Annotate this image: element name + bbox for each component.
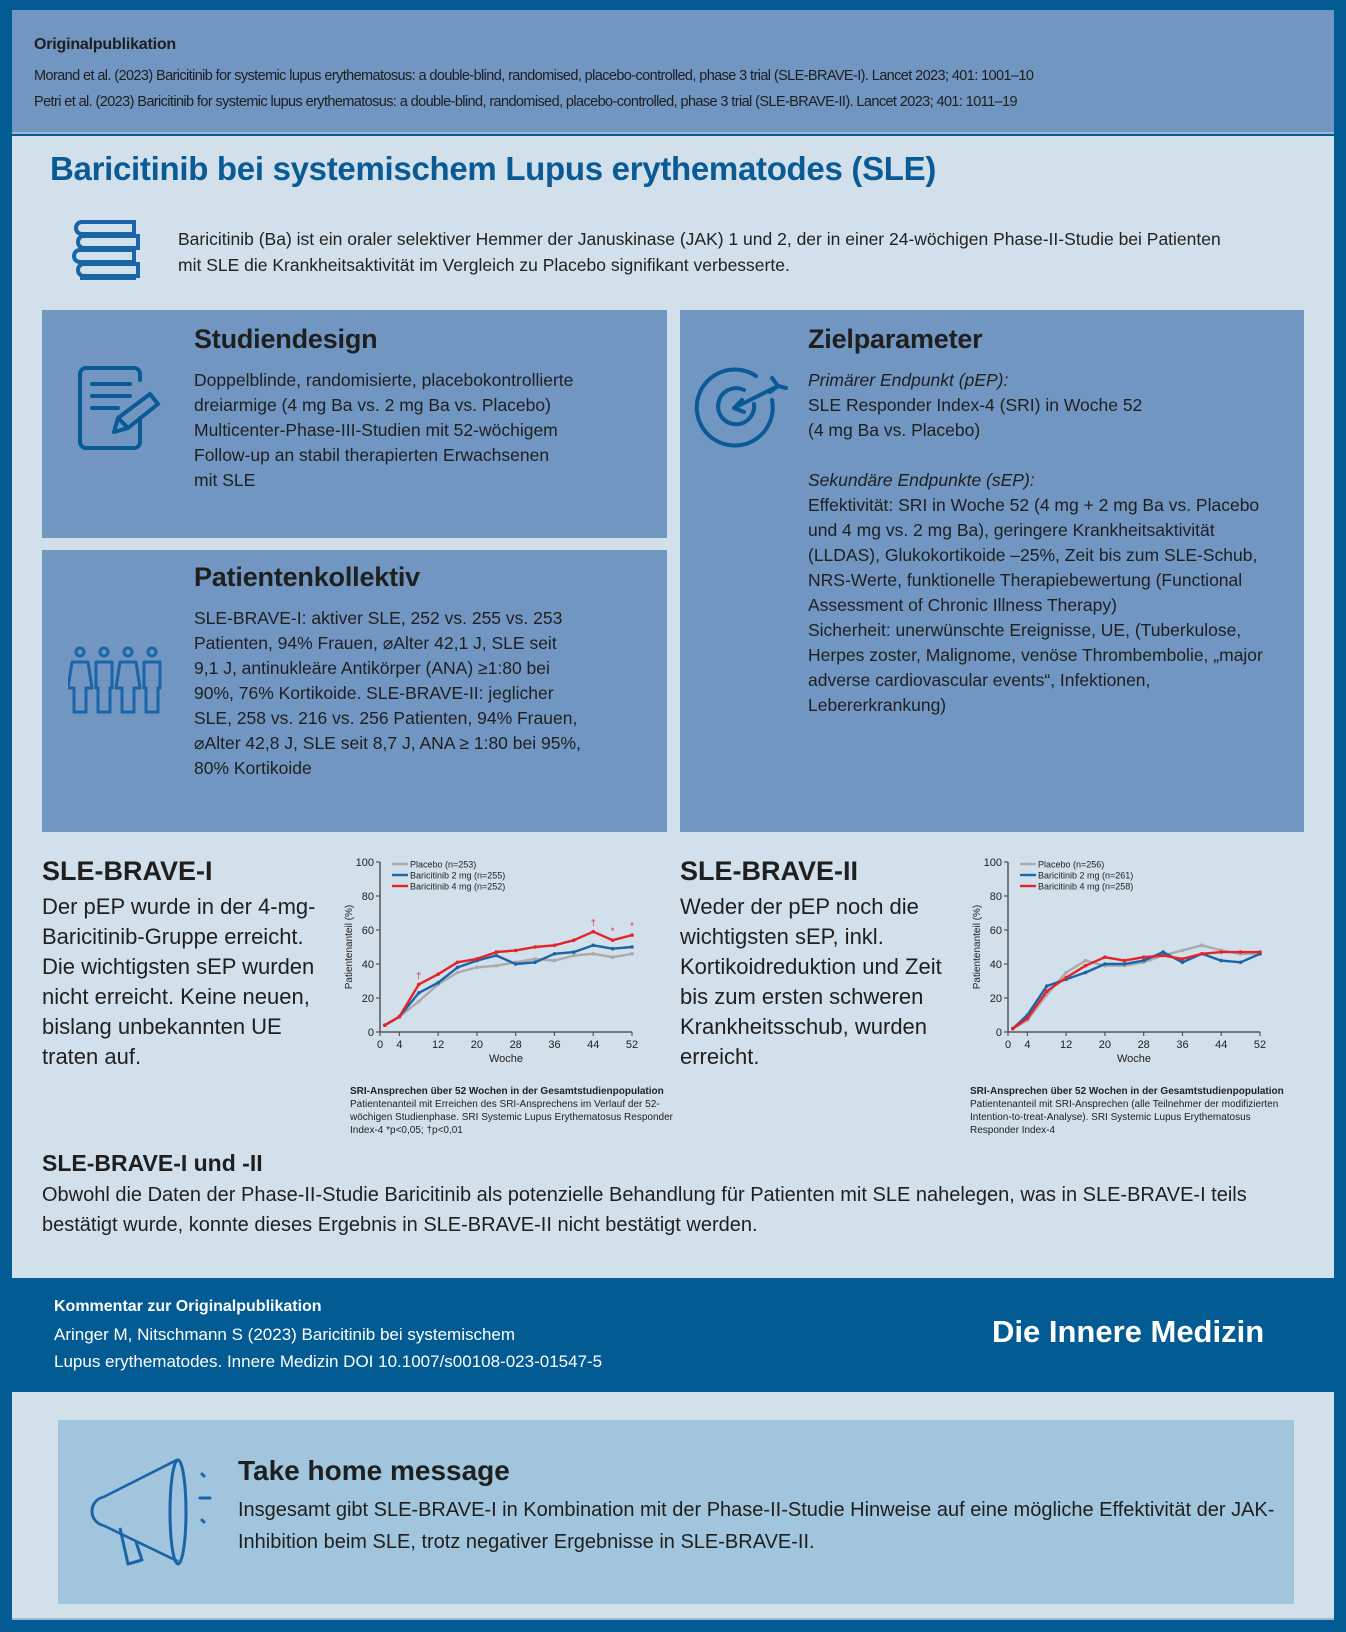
data-point (495, 964, 499, 968)
brave2-chart (968, 852, 1298, 1074)
brave2-caption-text: Patientenanteil mit SRI-Ansprechen (alle Teilnehmer der modifizierten Intention-to-treat-Analyse). SRI Systemic Lupus Erythematosus Responder Index-4 (970, 1099, 1279, 1136)
target-parameters-content (808, 368, 1278, 718)
x-tick-label: 20 (470, 1039, 484, 1051)
brave2-caption (970, 1085, 1300, 1137)
data-point (1026, 1017, 1030, 1021)
data-point (1142, 959, 1146, 963)
x-tick-label: 4 (396, 1039, 403, 1051)
data-point (1011, 1027, 1015, 1031)
secondary-endpoint-label: Sekundäre Endpunkte (sEP): (808, 470, 1035, 490)
x-tick-label: 52 (1253, 1039, 1267, 1051)
x-tick-label: 0 (1004, 1039, 1012, 1051)
data-point (591, 930, 595, 934)
secondary-effect-text: Effektivität: SRI in Woche 52 (4 mg + 2 mg Ba vs. Placebo und 4 mg vs. 2 mg Ba), geringere Krankheitsaktivität (LLDAS), Glukokortikoide –25%, Zeit bis zum SLE-Schub, NRS-Werte, funktionelle Therapiebewertung (Functional Assessment of Chronic Illness Therapy) (808, 495, 1260, 615)
data-point (1084, 964, 1088, 968)
study-design-text: Doppelblinde, randomisierte, placebokontrollierte dreiarmige (4 mg Ba vs. 2 mg Ba vs. Placebo) Multicenter-Phase-III-Studien mit 52-wöchigem Follow-up an stabil therapierten Erwachsenen mit SLE (194, 370, 574, 490)
legend-label: Placebo (n=253) (410, 859, 477, 870)
brave1-chart (340, 852, 670, 1074)
commentary-heading: Kommentar zur Originalpublikation (54, 1298, 322, 1315)
patient-collective-box (42, 550, 667, 832)
data-point (1181, 957, 1185, 961)
data-point (1200, 952, 1204, 956)
data-point (514, 962, 518, 966)
data-point (1258, 950, 1262, 954)
y-tick-label: 0 (995, 1027, 1002, 1039)
data-point (1219, 950, 1223, 954)
data-point (1181, 949, 1185, 953)
data-point (533, 957, 537, 961)
brave2-text: Weder der pEP noch die wichtigsten sEP, inkl. Kortikoidreduktion und Zeit bis zum ersten schweren Krankheitsschub, wurden erreicht. (680, 894, 942, 1069)
commentary-line-2: Lupus erythematodes. Innere Medizin DOI 10.1007/s00108-023-01547-5 (54, 1352, 603, 1371)
intro-text: Baricitinib (Ba) ist ein oraler selektiver Hemmer der Januskinase (JAK) 1 und 2, der in einer 24-wöchigen Phase-II-Studie bei Patienten mit SLE die Krankheitsaktivität im Vergleich zu Placebo signifikant verbesserte. (178, 229, 1221, 275)
secondary-safety-text: Sicherheit: unerwünschte Ereignisse, UE, (Tuberkulose, Herpes zoster, Malignome, venöse Thrombembolie, „major adverse cardiovascular events“, Infektionen, Lebererkrankung) (808, 620, 1263, 715)
data-point (630, 933, 634, 937)
primary-endpoint-text: SLE Responder Index-4 (SRI) in Woche 52 (4 mg Ba vs. Placebo) (808, 395, 1143, 440)
data-point (611, 938, 615, 942)
y-tick-label: 100 (983, 857, 1002, 869)
x-tick-label: 36 (1176, 1039, 1189, 1051)
take-home-text: Insgesamt gibt SLE-BRAVE-I in Kombination mit der Phase-II-Studie Hinweise auf eine mögliche Effektivität der JAK-Inhibition beim SLE, trotz negativer Ergebnisse in SLE-BRAVE-II. (238, 1499, 1275, 1553)
reference-1: Morand et al. (2023) Baricitinib for systemic lupus erythematosus: a double-blind, randomised, placebo-controlled, phase 3 trial (SLE-BRAVE-I). Lancet 2023; 401: 1001–10 (34, 68, 1034, 84)
data-point (1239, 961, 1243, 965)
data-point (1045, 984, 1049, 988)
brave1-caption-title: SRI-Ansprechen über 52 Wochen in der Gesamtstudienpopulation (350, 1086, 664, 1097)
patient-collective-heading: Patientenkollektiv (194, 562, 420, 592)
patient-collective-text: SLE-BRAVE-I: aktiver SLE, 252 vs. 255 vs. 253 Patienten, 94% Frauen, ⌀Alter 42,1 J, SLE seit 9,1 J, antinukleäre Antikörper (ANA) ≥1:80 bei 90%, 76% Kortikoide. SLE-BRAVE-II: jeglicher SLE, 258 vs. 216 vs. 256 Patienten, 94% Frauen, ⌀Alter 42,8 J, SLE seit 8,7 J, ANA ≥ 1:80 bei 95%, 80% Kortikoide (194, 608, 581, 778)
data-point (1103, 955, 1107, 959)
journal-name: Die Innere Medizin (992, 1314, 1265, 1349)
brave1-heading: SLE-BRAVE-I (42, 856, 213, 886)
data-point (475, 957, 479, 961)
data-point (1045, 989, 1049, 993)
data-point (1123, 959, 1127, 963)
y-tick-label: 40 (989, 959, 1002, 971)
x-axis-label: Woche (1116, 1053, 1152, 1065)
data-point (417, 991, 421, 995)
both-trials-text: Obwohl die Daten der Phase-II-Studie Baricitinib als potenzielle Behandlung für Patienten mit SLE nahelegen, was in SLE-BRAVE-I teils bestätigt wurde, konnte dieses Ergebnis in SLE-BRAVE-II nicht bestätigt werden. (42, 1184, 1247, 1236)
original-publication-panel (12, 10, 1334, 134)
data-point (533, 945, 537, 949)
page-title: Baricitinib bei systemischem Lupus erythematodes (SLE) (50, 150, 937, 187)
data-point (533, 961, 537, 965)
data-point (591, 944, 595, 948)
data-point (436, 981, 440, 985)
legend-label: Baricitinib 4 mg (n=252) (410, 881, 506, 892)
people-icon (68, 646, 168, 718)
data-point (514, 949, 518, 953)
y-axis-label: Patientenanteil (%) (972, 904, 983, 990)
data-point (630, 952, 634, 956)
primary-endpoint-label: Primärer Endpunkt (pEP): (808, 370, 1009, 390)
data-point (475, 966, 479, 970)
data-point (1239, 950, 1243, 954)
data-point (1181, 961, 1185, 965)
legend-label: Baricitinib 4 mg (n=258) (1038, 881, 1134, 892)
books-icon (72, 218, 146, 288)
legend-label: Baricitinib 2 mg (n=255) (410, 870, 506, 881)
x-tick-label: 36 (548, 1039, 561, 1051)
brave1-caption (350, 1085, 680, 1137)
data-point (1084, 971, 1088, 975)
y-tick-label: 60 (989, 925, 1002, 937)
data-point (456, 961, 460, 965)
commentary-line-1: Aringer M, Nitschmann S (2023) Baricitinib bei systemischem (54, 1325, 516, 1344)
study-design-heading: Studiendesign (194, 324, 378, 354)
data-point (1161, 950, 1165, 954)
data-point (1064, 971, 1068, 975)
target-arrow-icon (694, 364, 790, 450)
data-point (456, 966, 460, 970)
brave2-caption-title: SRI-Ansprechen über 52 Wochen in der Gesamtstudienpopulation (970, 1086, 1284, 1097)
data-point (1219, 959, 1223, 963)
data-point (1084, 959, 1088, 963)
data-point (1200, 944, 1204, 948)
data-point (553, 944, 557, 948)
data-point (572, 938, 576, 942)
data-point (553, 959, 557, 963)
data-point (611, 955, 615, 959)
data-point (572, 950, 576, 954)
y-tick-label: 80 (361, 891, 374, 903)
y-tick-label: 20 (361, 993, 374, 1005)
data-point (611, 947, 615, 951)
y-tick-label: 20 (989, 993, 1002, 1005)
x-tick-label: 28 (1137, 1039, 1150, 1051)
data-point (591, 952, 595, 956)
data-point (436, 972, 440, 976)
data-point (456, 971, 460, 975)
significance-marker: * (610, 926, 615, 937)
data-point (1142, 955, 1146, 959)
brave1-caption-text: Patientenanteil mit Erreichen des SRI-Ansprechens im Verlauf der 52-wöchigen Studienphase. SRI Systemic Lupus Erythematosus Responder Index-4 *p<0,05; †p<0,01 (350, 1099, 673, 1136)
brave2-heading: SLE-BRAVE-II (680, 856, 859, 886)
y-tick-label: 80 (989, 891, 1002, 903)
significance-marker: † (416, 970, 422, 981)
data-point (553, 952, 557, 956)
y-axis-label: Patientenanteil (%) (344, 904, 355, 990)
x-tick-label: 4 (1024, 1039, 1031, 1051)
study-design-box (42, 310, 667, 538)
original-publication-heading: Originalpublikation (34, 36, 176, 53)
x-tick-label: 12 (432, 1039, 445, 1051)
series-line (385, 954, 632, 1025)
x-tick-label: 44 (587, 1039, 600, 1051)
document-pen-icon (78, 366, 166, 452)
significance-marker: † (590, 917, 596, 928)
y-tick-label: 60 (361, 925, 374, 937)
data-point (417, 1000, 421, 1004)
data-point (398, 1015, 402, 1019)
data-point (1103, 962, 1107, 966)
data-point (1123, 962, 1127, 966)
legend-label: Baricitinib 2 mg (n=261) (1038, 870, 1134, 881)
x-tick-label: 28 (509, 1039, 522, 1051)
x-tick-label: 44 (1215, 1039, 1228, 1051)
data-point (417, 983, 421, 987)
x-tick-label: 20 (1098, 1039, 1112, 1051)
data-point (1161, 954, 1165, 958)
brave1-text: Der pEP wurde in der 4-mg-Baricitinib-Gruppe erreicht. Die wichtigsten sEP wurden nicht erreicht. Keine neuen, bislang unbekannten UE traten auf. (42, 894, 316, 1069)
data-point (383, 1023, 387, 1027)
megaphone-icon (86, 1456, 216, 1566)
data-point (495, 950, 499, 954)
x-tick-label: 0 (376, 1039, 384, 1051)
x-axis-label: Woche (488, 1053, 524, 1065)
target-parameters-box (680, 310, 1304, 832)
y-tick-label: 0 (367, 1027, 374, 1039)
legend-label: Placebo (n=256) (1038, 859, 1105, 870)
data-point (1064, 976, 1068, 980)
both-trials-heading: SLE-BRAVE-I und -II (42, 1150, 263, 1176)
significance-marker: * (630, 921, 634, 932)
target-parameters-heading: Zielparameter (808, 324, 983, 354)
y-tick-label: 40 (361, 959, 374, 971)
take-home-heading: Take home message (238, 1455, 510, 1486)
x-tick-label: 52 (625, 1039, 639, 1051)
data-point (630, 945, 634, 949)
x-tick-label: 12 (1060, 1039, 1073, 1051)
data-point (495, 954, 499, 958)
data-point (572, 954, 576, 958)
reference-2: Petri et al. (2023) Baricitinib for systemic lupus erythematosus: a double-blind, randomised, placebo-controlled, phase 3 trial (SLE-BRAVE-II). Lancet 2023; 401: 1011–19 (34, 94, 1017, 110)
y-tick-label: 100 (355, 857, 374, 869)
series-line (385, 945, 632, 1025)
